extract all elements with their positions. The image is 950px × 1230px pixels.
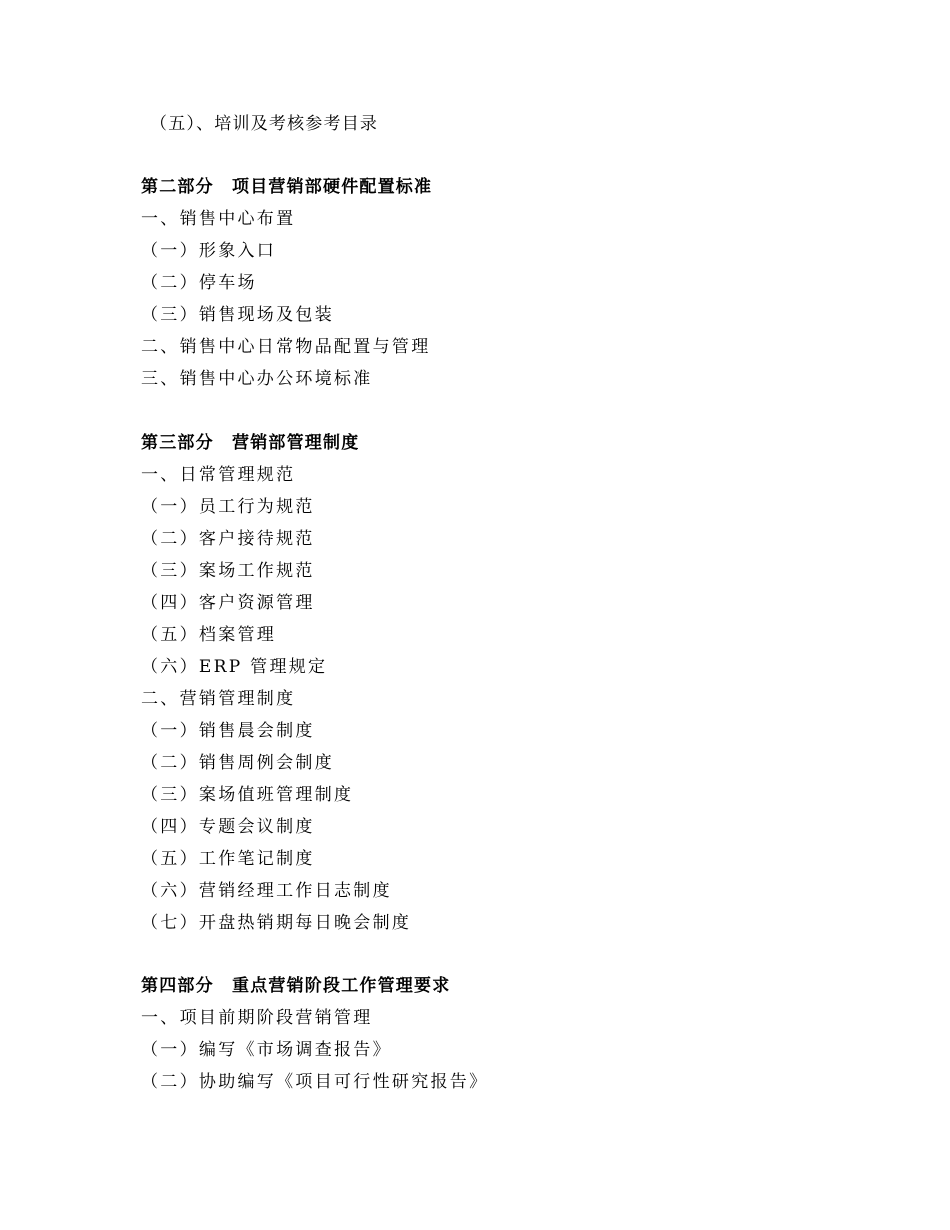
toc-line: 一、日常管理规范 [141,465,296,485]
toc-line: （二）客户接待规范 [141,529,315,549]
toc-line: 二、营销管理制度 [141,689,296,709]
toc-line: （三）案场值班管理制度 [141,785,354,805]
toc-line: 一、项目前期阶段营销管理 [141,1008,373,1028]
toc-line: （一）编写《市场调查报告》 [141,1040,392,1060]
toc-line: 三、销售中心办公环境标准 [141,369,373,389]
toc-line: （一）员工行为规范 [141,497,315,517]
toc-line: （三）销售现场及包装 [141,305,334,325]
toc-line-training: （五）、培训及考核参考目录 [150,114,379,134]
toc-line: （四）客户资源管理 [141,593,315,613]
toc-line: （一）形象入口 [141,241,277,261]
toc-line: （二）协助编写《项目可行性研究报告》 [141,1072,489,1092]
toc-line: （二）销售周例会制度 [141,753,334,773]
toc-line: （二）停车场 [141,273,257,293]
toc-line: （六）ERP 管理规定 [141,657,328,677]
section-heading-part4: 第四部分 重点营销阶段工作管理要求 [141,976,451,996]
section-heading-part2: 第二部分 项目营销部硬件配置标准 [141,177,433,197]
toc-line: （五）工作笔记制度 [141,849,315,869]
toc-line: 二、销售中心日常物品配置与管理 [141,337,431,357]
toc-line: 一、销售中心布置 [141,209,296,229]
section-heading-part3: 第三部分 营销部管理制度 [141,433,360,453]
toc-line: （五）档案管理 [141,625,277,645]
toc-line: （一）销售晨会制度 [141,721,315,741]
toc-line: （六）营销经理工作日志制度 [141,881,392,901]
toc-line: （七）开盘热销期每日晚会制度 [141,913,412,933]
toc-line: （三）案场工作规范 [141,561,315,581]
toc-line: （四）专题会议制度 [141,817,315,837]
